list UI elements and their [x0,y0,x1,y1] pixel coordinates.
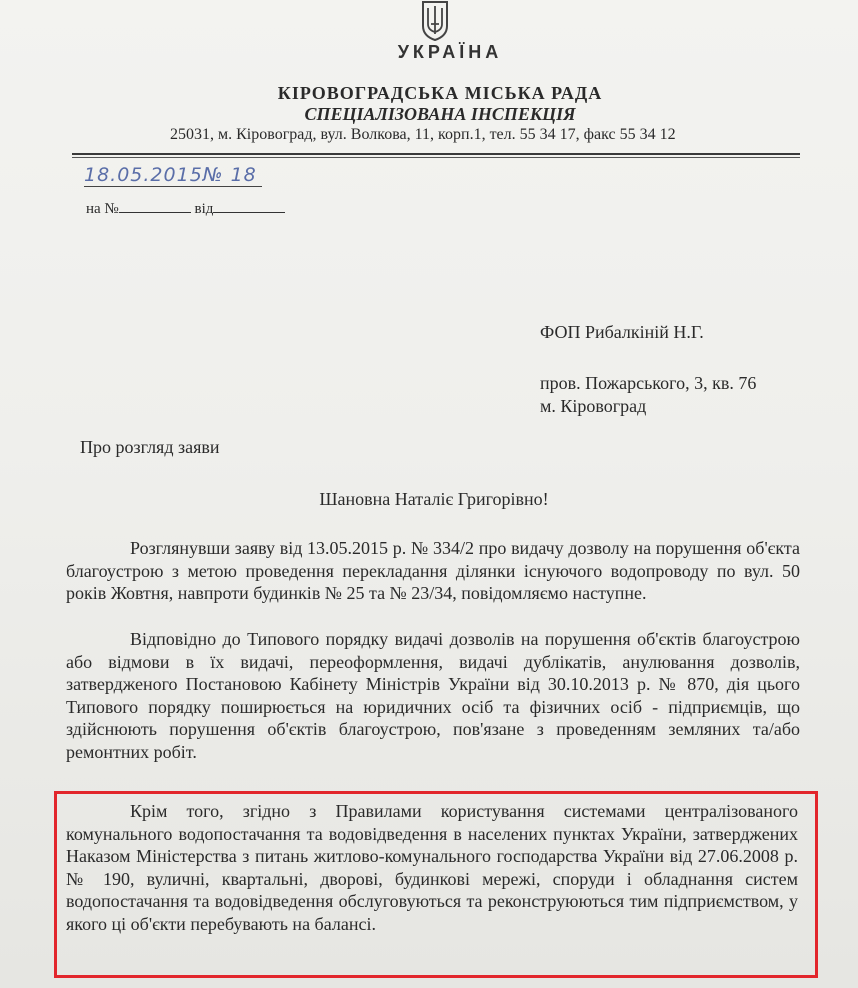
highlight-box [54,791,818,978]
recipient-name: ФОП Рибалкіній Н.Г. [540,322,704,342]
country-name: УКРАЇНА [397,42,503,62]
letterhead-divider [72,153,800,155]
reply-date-label: від [194,201,214,217]
reply-number-blank [119,200,191,213]
letterhead-divider-thin [72,157,800,158]
reply-number-label: на № [86,201,119,217]
paragraph-1: Розглянувши заяву від 13.05.2015 р. № 334/2 про видачу дозволу на порушення об'єкта благоустрою з метою проведення перекладання ділянки існуючого водопроводу по вул. 50 років Жовтня, навпроти будинків № 25 та № 23/34, повідомляємо наступне. [66,538,800,603]
salutation: Шановна Наталіє Григорівно! [319,489,549,509]
trident-emblem-icon [413,0,457,42]
letter-subject: Про розгляд заяви [80,437,220,457]
reply-reference-line [86,200,285,218]
reply-date-blank [213,200,285,213]
letterhead-address: 25031, м. Кіровоград, вул. Волкова, 11, корп.1, тел. 55 34 17, факс 55 34 12 [170,126,676,143]
recipient-street: пров. Пожарського, 3, кв. 76 [540,373,757,393]
inspection-name: СПЕЦІАЛІЗОВАНА ІНСПЕКЦІЯ [304,104,576,124]
recipient-city: м. Кіровоград [540,396,647,416]
handwritten-date-number: 18.05.2015№ 18 [84,164,262,187]
council-name: КІРОВОГРАДСЬКА МІСЬКА РАДА [277,83,603,103]
paragraph-2: Відповідно до Типового порядку видачі дозволів на порушення об'єктів благоустрою або відмови в їх видачі, переоформлення, видачі дублікатів, анулювання дозволів, затвердженого Постановою Кабінету Міністрів України від 30.10.2013 р. № 870, дія цього Типового порядку поширюється на юридичних осіб та фізичних осіб - підприємців, що здійснюють порушення об'єктів благоустрою, пов'язане з проведенням земляних та/або ремонтних робіт. [66,629,800,762]
paragraph-3: Крім того, згідно з Правилами користування системами централізованого комунального водопостачання та водовідведення в населених пунктах України, затверджених Наказом Міністерства з питань житлово-комунального господарства України від 27.06.2008 р. № 190, вуличні, квартальні, дворові, будинкові мережі, споруди і обладнання систем водопостачання та водовідведення обслуговуються та реконструюються тим підприємством, у якого ці об'єкти перебувають на балансі. [66,801,798,934]
